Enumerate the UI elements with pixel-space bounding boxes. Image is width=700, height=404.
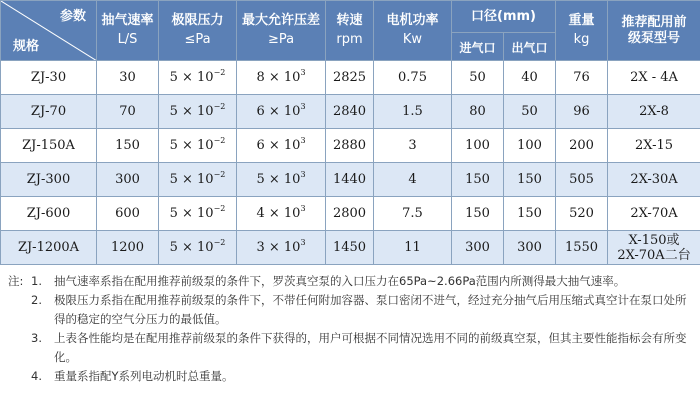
header-speed <box>97 1 159 61</box>
cell-outlet: 150 <box>504 197 556 231</box>
cell-inlet: 150 <box>452 163 504 197</box>
header-power <box>374 1 452 61</box>
table-row <box>1 129 700 163</box>
cell-prepump: 2X-15 <box>608 129 700 163</box>
cell-prepump <box>608 231 700 265</box>
corner-label-model: 规格 <box>13 39 40 54</box>
cell-ultimate-exp: −2 <box>213 68 226 77</box>
cell-ultimate-exp: −2 <box>213 238 226 247</box>
header-corner-cell <box>1 1 97 61</box>
cell-outlet: 150 <box>504 163 556 197</box>
cell-maxdiff-exp: 3 <box>300 68 306 77</box>
cell-rpm: 2840 <box>326 95 374 129</box>
cell-inlet: 100 <box>452 129 504 163</box>
cell-ultimate <box>159 231 237 265</box>
note-item-4 <box>8 367 696 386</box>
cell-power: 7.5 <box>374 197 452 231</box>
cell-maxdiff-exp: 3 <box>300 136 306 145</box>
cell-maxdiff-base: 5 × 10 <box>256 172 301 187</box>
cell-speed: 1200 <box>97 231 159 265</box>
note-text: 上表各性能均是在配用推荐前级泵的条件下获得的，用户可根据不同情况选用不同的前级真空泵，但其主要性能指标会有所变化。 <box>54 331 687 364</box>
cell-prepump: 2X-8 <box>608 95 700 129</box>
header-maxdiff-unit: ≥Pa <box>267 32 295 47</box>
cell-speed: 600 <box>97 197 159 231</box>
cell-ultimate-base: 5 × 10 <box>169 138 214 153</box>
cell-weight: 520 <box>556 197 608 231</box>
cell-ultimate <box>159 61 237 95</box>
cell-ultimate <box>159 95 237 129</box>
cell-ultimate-base: 5 × 10 <box>169 206 214 221</box>
header-rpm-unit: rpm <box>336 32 363 47</box>
header-prepump-title-1: 推荐配用前 <box>621 14 687 30</box>
notes-section <box>8 272 696 386</box>
header-speed-title: 抽气速率 <box>101 13 154 28</box>
cell-prepump: 2X-30A <box>608 163 700 197</box>
cell-ultimate-exp: −2 <box>213 136 226 145</box>
header-rpm <box>326 1 374 61</box>
cell-maxdiff <box>237 61 326 95</box>
cell-model: ZJ-1200A <box>1 231 97 265</box>
note-number: 4. <box>31 369 42 383</box>
note-text: 极限压力系指在配用推荐前级泵的条件下，不带任何附加容器、泵口密闭不进气，经过充分抽气后用压缩式真空计在泵口处所得的稳定的空气分压力的最低值。 <box>54 293 687 326</box>
cell-rpm: 1450 <box>326 231 374 265</box>
cell-outlet: 50 <box>504 95 556 129</box>
note-item-2 <box>8 291 696 329</box>
cell-maxdiff-exp: 3 <box>300 204 306 213</box>
note-item-3 <box>8 329 696 367</box>
cell-power: 4 <box>374 163 452 197</box>
table-row <box>1 61 700 95</box>
cell-model: ZJ-150A <box>1 129 97 163</box>
cell-prepump-line-2: 2X-70A二台 <box>617 247 691 263</box>
cell-power: 1.5 <box>374 95 452 129</box>
header-caliber-title: 口径(mm) <box>471 8 536 24</box>
header-speed-unit: L/S <box>117 32 138 47</box>
cell-ultimate <box>159 163 237 197</box>
cell-ultimate-exp: −2 <box>213 170 226 179</box>
cell-maxdiff <box>237 95 326 129</box>
cell-weight: 200 <box>556 129 608 163</box>
cell-inlet: 150 <box>452 197 504 231</box>
cell-ultimate <box>159 197 237 231</box>
cell-weight: 76 <box>556 61 608 95</box>
header-power-title: 电机功率 <box>386 13 439 28</box>
header-prepump-title-2: 级泵型号 <box>628 30 681 46</box>
header-inlet <box>452 33 504 61</box>
note-text: 抽气速率系指在配用推荐前级泵的条件下，罗茨真空泵的入口压力在65Pa~2.66Pa范围内所测得最大抽气速率。 <box>54 274 626 288</box>
cell-ultimate-base: 5 × 10 <box>169 172 214 187</box>
header-ultimate-title: 极限压力 <box>171 13 224 28</box>
header-power-unit: Kw <box>402 32 423 47</box>
header-ultimate <box>159 1 237 61</box>
cell-ultimate-base: 5 × 10 <box>169 240 214 255</box>
header-rpm-title: 转速 <box>336 13 363 28</box>
cell-outlet: 300 <box>504 231 556 265</box>
header-ultimate-unit: ≤Pa <box>184 32 211 47</box>
note-number: 1. <box>31 274 42 288</box>
cell-maxdiff <box>237 129 326 163</box>
cell-maxdiff-exp: 3 <box>300 238 306 247</box>
cell-inlet: 300 <box>452 231 504 265</box>
cell-model: ZJ-600 <box>1 197 97 231</box>
header-maxdiff-title: 最大允许压差 <box>241 13 320 28</box>
cell-ultimate-base: 5 × 10 <box>169 70 214 85</box>
header-row-1 <box>1 1 700 33</box>
header-outlet-label: 出气口 <box>511 41 548 55</box>
cell-outlet: 100 <box>504 129 556 163</box>
header-weight-title: 重量 <box>568 13 595 28</box>
corner-label-params: 参数 <box>59 9 86 24</box>
header-inlet-label: 进气口 <box>459 41 496 55</box>
cell-maxdiff-base: 6 × 10 <box>256 138 301 153</box>
header-prepump <box>608 1 700 61</box>
cell-model: ZJ-300 <box>1 163 97 197</box>
cell-weight: 505 <box>556 163 608 197</box>
cell-power: 3 <box>374 129 452 163</box>
cell-power: 11 <box>374 231 452 265</box>
cell-prepump: 2X-70A <box>608 197 700 231</box>
cell-ultimate-exp: −2 <box>213 204 226 213</box>
header-outlet <box>504 33 556 61</box>
cell-weight: 96 <box>556 95 608 129</box>
cell-maxdiff-base: 4 × 10 <box>256 206 301 221</box>
cell-ultimate-exp: −2 <box>213 102 226 111</box>
notes-lead: 注: <box>8 274 24 288</box>
cell-speed: 70 <box>97 95 159 129</box>
cell-speed: 300 <box>97 163 159 197</box>
table-row <box>1 163 700 197</box>
cell-outlet: 40 <box>504 61 556 95</box>
table-row <box>1 197 700 231</box>
table-row <box>1 231 700 265</box>
cell-ultimate-base: 5 × 10 <box>169 104 214 119</box>
cell-prepump: 2X - 4A <box>608 61 700 95</box>
cell-ultimate <box>159 129 237 163</box>
header-maxdiff <box>237 1 326 61</box>
cell-prepump-line-1: X-150或 <box>628 232 680 248</box>
cell-weight: 1550 <box>556 231 608 265</box>
cell-rpm: 1440 <box>326 163 374 197</box>
cell-model: ZJ-70 <box>1 95 97 129</box>
cell-model: ZJ-30 <box>1 61 97 95</box>
cell-rpm: 2825 <box>326 61 374 95</box>
header-weight-unit: kg <box>573 32 590 47</box>
cell-maxdiff-base: 3 × 10 <box>256 240 301 255</box>
cell-maxdiff-exp: 3 <box>300 170 306 179</box>
note-number: 2. <box>31 293 42 307</box>
cell-rpm: 2800 <box>326 197 374 231</box>
cell-maxdiff <box>237 163 326 197</box>
cell-maxdiff-base: 8 × 10 <box>256 70 301 85</box>
header-caliber <box>452 1 556 33</box>
cell-speed: 30 <box>97 61 159 95</box>
cell-speed: 150 <box>97 129 159 163</box>
header-weight <box>556 1 608 61</box>
note-number: 3. <box>31 331 42 345</box>
cell-inlet: 50 <box>452 61 504 95</box>
table-row <box>1 95 700 129</box>
cell-maxdiff-exp: 3 <box>300 102 306 111</box>
note-item-1 <box>8 272 696 291</box>
cell-maxdiff <box>237 197 326 231</box>
note-text: 重量系指配Y系列电动机时总重量。 <box>54 369 234 383</box>
cell-maxdiff <box>237 231 326 265</box>
cell-inlet: 80 <box>452 95 504 129</box>
cell-rpm: 2880 <box>326 129 374 163</box>
cell-power: 0.75 <box>374 61 452 95</box>
cell-maxdiff-base: 6 × 10 <box>256 104 301 119</box>
